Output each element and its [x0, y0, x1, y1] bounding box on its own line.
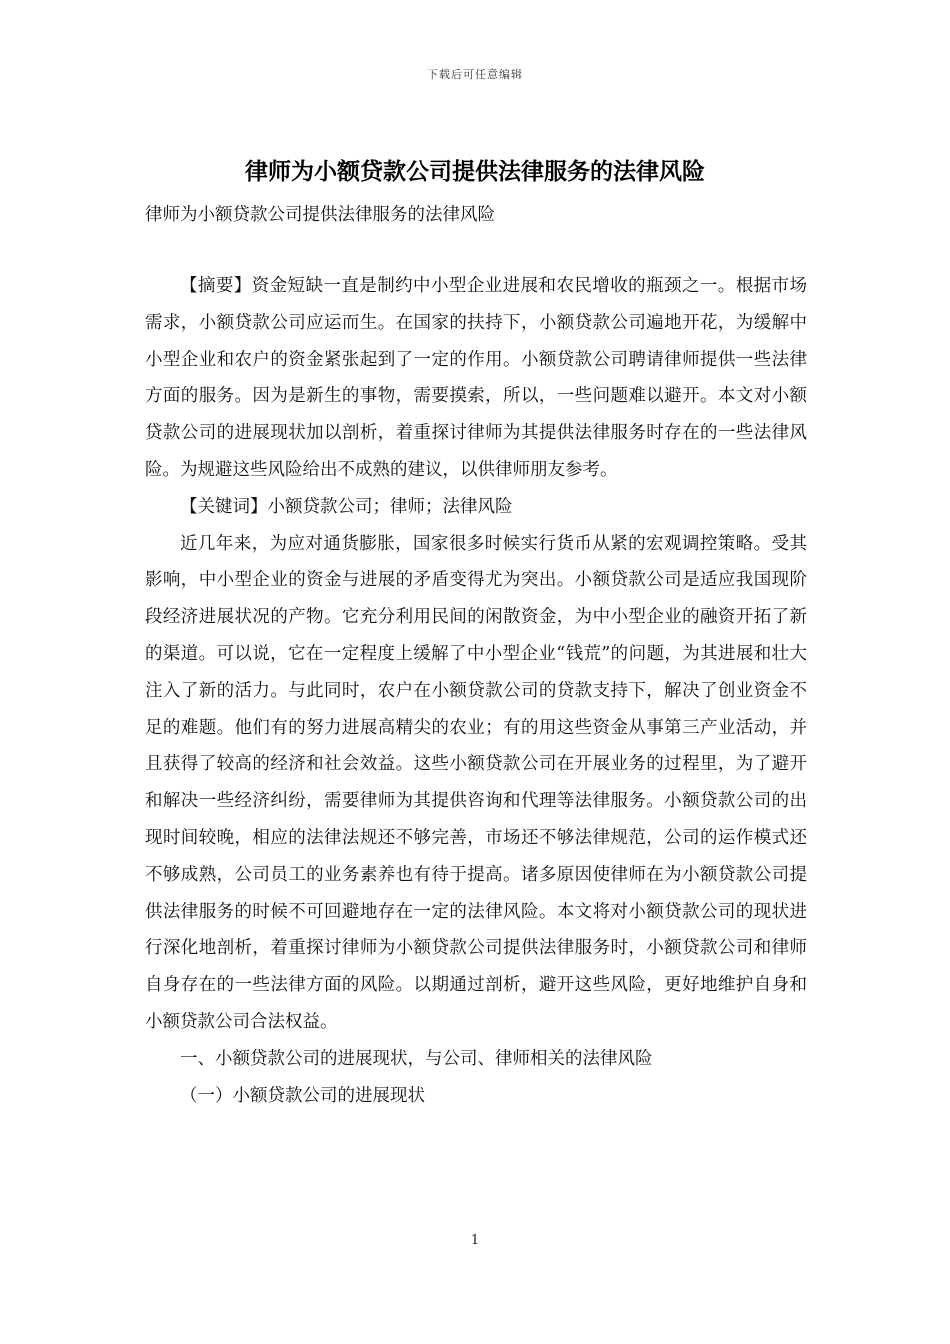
document-title: 律师为小额贷款公司提供法律服务的法律风险: [245, 158, 705, 185]
abstract-paragraph: 【摘要】资金短缺一直是制约中小型企业进展和农民增收的瓶颈之一。根据市场需求，小额贷款公司应运而生。在国家的扶持下，小额贷款公司遍地开花，为缓解中小型企业和农户的资金紧张起到了一定的作用。小额贷款公司聘请律师提供一些法律方面的服务。因为是新生的事物，需要摸索，所以，一些问题难以避开。本文对小额贷款公司的进展现状加以剖析，着重探讨律师为其提供法律服务时存在的一些法律风险。为规避这些风险给出不成熟的建议，以供律师朋友参考。: [145, 276, 807, 480]
subsection-heading: （一）小额贷款公司的进展现状: [180, 1085, 425, 1106]
document-subtitle: 律师为小额贷款公司提供法律服务的法律风险: [145, 205, 495, 225]
document-body: [145, 268, 807, 1114]
keywords-paragraph: 【关键词】小额贷款公司；律师；法律风险: [180, 496, 513, 517]
page-number: 1: [470, 1233, 480, 1248]
section-heading: 一、小额贷款公司的进展现状，与公司、律师相关的法律风险: [180, 1048, 653, 1069]
intro-paragraph: 近几年来，为应对通货膨胀，国家很多时候实行货币从紧的宏观调控策略。受其影响，中小型企业的资金与进展的矛盾变得尤为突出。小额贷款公司是适应我国现阶段经济进展状况的产物。它充分利用民间的闲散资金，为中小型企业的融资开拓了新的渠道。可以说，它在一定程度上缓解了中小型企业“钱荒”的问题，为其进展和壮大注入了新的活力。与此同时，农户在小额贷款公司的贷款支持下，解决了创业资金不足的难题。他们有的努力进展高精尖的农业；有的用这些资金从事第三产业活动，并且获得了较高的经济和社会效益。这些小额贷款公司在开展业务的过程里，为了避开和解决一些经济纠纷，需要律师为其提供咨询和代理等法律服务。小额贷款公司的出现时间较晚，相应的法律法规还不够完善，市场还不够法律规范，公司的运作模式还不够成熟，公司员工的业务素养也有待于提高。诸多原因使律师在为小额贷款公司提供法律服务的时候不可回避地存在一定的法律风险。本文将对小额贷款公司的现状进行深化地剖析，着重探讨律师为小额贷款公司提供法律服务时，小额贷款公司和律师自身存在的一些法律方面的风险。以期通过剖析，避开这些风险，更好地维护自身和小额贷款公司合法权益。: [145, 533, 807, 1032]
page-header-note: 下载后可任意编辑: [427, 68, 523, 81]
